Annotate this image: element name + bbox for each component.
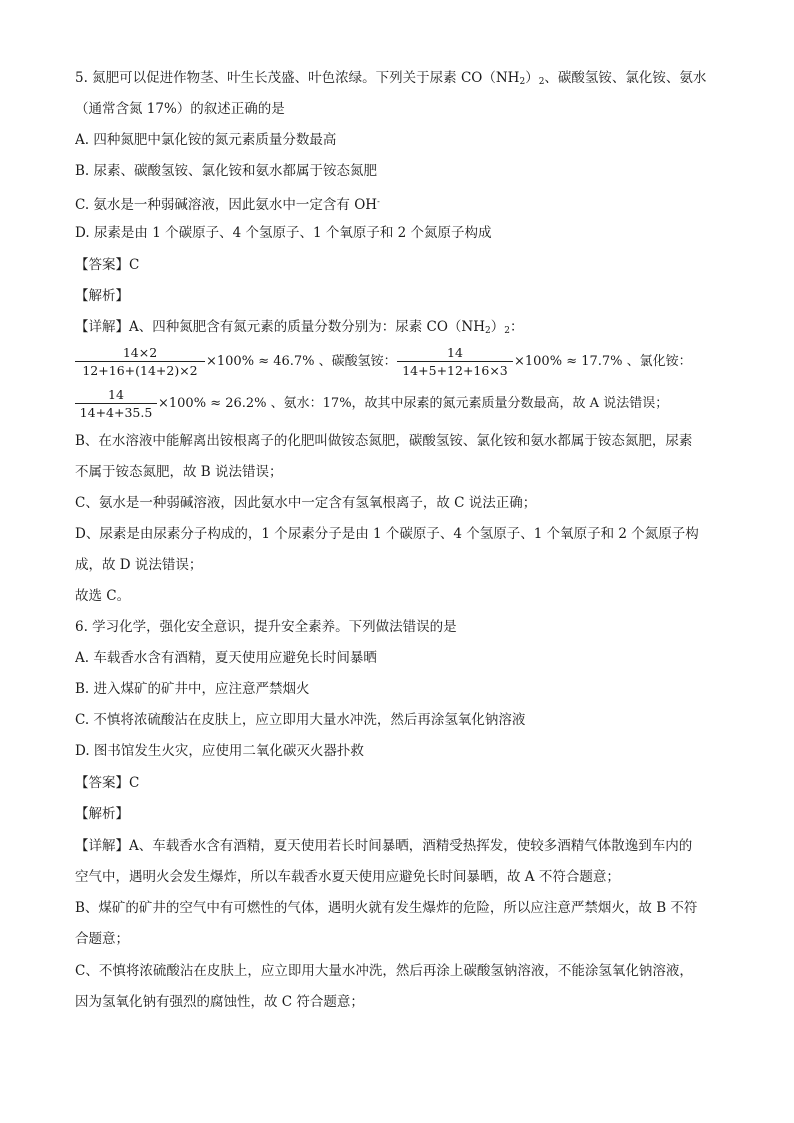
q6-detail-c-line2: 因为氢氧化钠有强烈的腐蚀性，故 C 符合题意； — [75, 994, 364, 1010]
q5-detail-a-subscript: 2 — [485, 326, 491, 336]
fraction-chloride-numerator: 14 — [108, 387, 124, 402]
q5-option-c-text: C. 氨水是一种弱碱溶液，因此氨水中一定含有 OH — [75, 197, 378, 213]
fraction-urea-result: ×100% ≈ 46.7% 、碳酸氢铵： — [206, 354, 397, 369]
q5-detail-d-line2: 成，故 D 说法错误； — [75, 557, 203, 573]
fraction-urea-numerator: 14×2 — [122, 345, 158, 360]
fraction-bicarbonate-denominator: 14+5+12+16×3 — [402, 363, 508, 378]
q5-detail-c: C、氨水是一种弱碱溶液，因此氨水中一定含有氢氧根离子，故 C 说法正确； — [75, 495, 537, 511]
q5-stem-line1 — [75, 69, 725, 91]
q6-analysis-label: 【解析】 — [75, 806, 129, 822]
q5-stem-text-a: 5. 氮肥可以促进作物茎、叶生长茂盛、叶色浓绿。下列关于尿素 CO（NH — [75, 70, 520, 86]
q5-option-d: D. 尿素是由 1 个碳原子、4 个氢原子、1 个氧原子和 2 个氮原子构成 — [75, 225, 492, 241]
q5-option-c-superscript: - — [377, 197, 380, 206]
q5-analysis-label: 【解析】 — [75, 288, 129, 304]
fraction-ammonium-bicarbonate — [397, 344, 513, 379]
q5-stem-text-b: ） — [525, 70, 539, 86]
q6-option-c: C. 不慎将浓硫酸沾在皮肤上，应立即用大量水冲洗，然后再涂氢氧化钠溶液 — [75, 712, 526, 728]
q5-option-a: A. 四种氮肥中氯化铵的氮元素质量分数最高 — [75, 132, 337, 148]
q6-detail-b-line1: B、煤矿的矿井的空气中有可燃性的气体，遇明火就有发生爆炸的危险，所以应注意严禁烟火，故 B 不符 — [75, 900, 698, 916]
q5-stem-text-c: 、碳酸氢铵、氯化铵、氨水 — [544, 70, 707, 86]
q5-option-b: B. 尿素、碳酸氢铵、氯化铵和氨水都属于铵态氮肥 — [75, 163, 378, 179]
q5-detail-a-text-c: ： — [510, 319, 524, 335]
q5-answer: 【答案】C — [75, 257, 140, 273]
fraction-bicarbonate-numerator: 14 — [447, 345, 463, 360]
q5-option-c — [75, 193, 725, 214]
fraction-chloride-result: ×100% ≈ 26.2% 、氨水：17%，故其中尿素的氮元素质量分数最高，故 A 说法错误； — [158, 396, 669, 411]
fraction-urea-denominator: 12+16+(14+2)×2 — [82, 363, 198, 378]
q5-detail-a-text-b: ） — [490, 319, 505, 335]
q5-detail-b-line2: 不属于铵态氮肥，故 B 说法错误； — [75, 464, 283, 480]
q5-detail-a-line1 — [75, 318, 725, 340]
q6-detail-a-line1: 【详解】A、车载香水含有酒精，夏天使用若长时间暴晒，酒精受热挥发，使较多酒精气体散逸到车内的 — [75, 838, 693, 854]
q5-detail-a-text: 【详解】A、四种氮肥含有氮元素的质量分数分别为：尿素 CO（NH — [75, 319, 486, 335]
q6-detail-c-line1: C、不慎将浓硫酸沾在皮肤上，应立即用大量水冲洗，然后再涂上碳酸氢钠溶液，不能涂氢氧化钠溶液， — [75, 963, 693, 979]
q5-conclusion: 故选 C。 — [75, 588, 131, 604]
q6-stem: 6. 学习化学，强化安全意识，提升安全素养。下列做法错误的是 — [75, 619, 457, 635]
q6-answer: 【答案】C — [75, 775, 140, 791]
q5-detail-d-line1: D、尿素是由尿素分子构成的，1 个尿素分子是由 1 个碳原子、4 个氢原子、1 个氧原子和 2 个氮原子构 — [75, 526, 699, 542]
q5-stem-subscript: 2 — [519, 77, 526, 87]
q6-detail-a-line2: 空气中，遇明火会发生爆炸，所以车载香水夏天使用应避免长时间暴晒，故 A 不符合题意； — [75, 869, 620, 885]
q5-stem-subscript-2: 2 — [538, 77, 545, 87]
fraction-chloride-denominator: 14+4+35.5 — [79, 405, 153, 420]
fraction-ammonium-chloride — [75, 386, 157, 421]
q6-option-a: A. 车载香水含有酒精，夏天使用应避免长时间暴晒 — [75, 650, 377, 666]
q6-option-b: B. 进入煤矿的矿井中，应注意严禁烟火 — [75, 681, 310, 697]
q6-detail-b-line2: 合题意； — [75, 931, 129, 947]
q5-detail-b-line1: B、在水溶液中能解离出铵根离子的化肥叫做铵态氮肥，碳酸氢铵、氯化铵和氨水都属于铵态氮肥，尿素 — [75, 433, 693, 449]
fraction-bicarbonate-result: ×100% ≈ 17.7% 、氯化铵： — [514, 354, 692, 369]
fraction-urea — [75, 344, 205, 379]
q6-option-d: D. 图书馆发生火灾，应使用二氧化碳灭火器扑救 — [75, 743, 364, 759]
q5-detail-a-subscript-2: 2 — [504, 326, 510, 336]
q5-stem-line2: （通常含氮 17%）的叙述正确的是 — [75, 101, 285, 117]
